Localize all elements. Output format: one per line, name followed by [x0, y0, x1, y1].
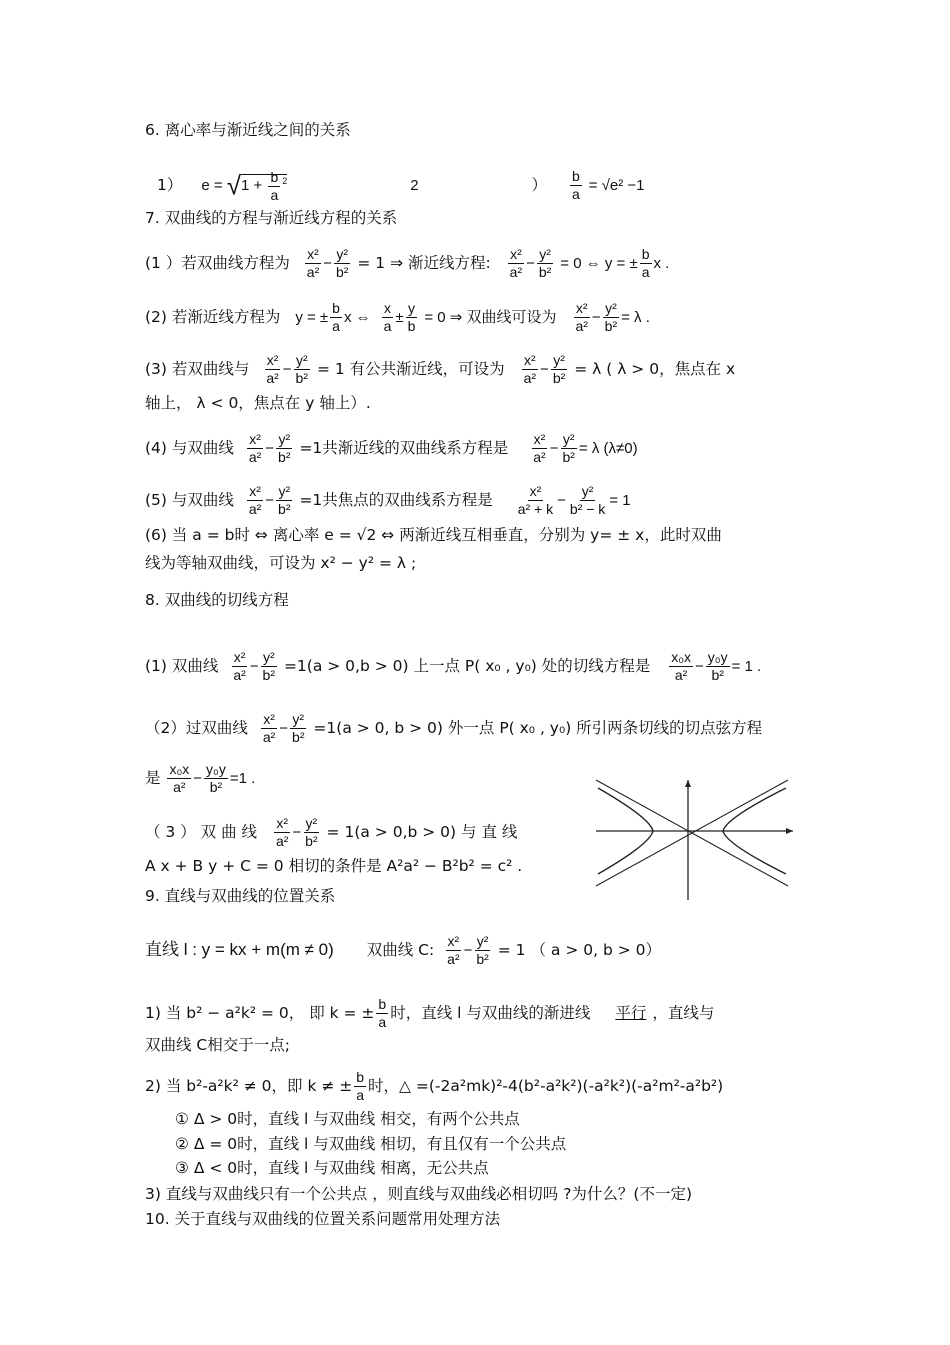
- frac-y2-b2: $\frac{\text{y²}}{\text{b²}}$: [278, 431, 291, 465]
- frac-y2-b2: $\frac{\text{y²}}{\text{b²}}$: [336, 246, 349, 280]
- text: 2) 当 b²-a²k² ≠ 0，即 k ≠ ±: [145, 1077, 353, 1095]
- minus: −: [557, 492, 566, 509]
- y-axis-arrow: [685, 780, 691, 787]
- text: = 1 有公共渐近线，可设为: [316, 360, 505, 378]
- frac-x0x-a2: $\frac{\text{x₀x}}{\text{a²}}$: [671, 649, 692, 683]
- frac-x2-a2: $\frac{\text{x²}}{\text{a²}}$: [447, 933, 460, 967]
- eccentricity-formula-2: = √e² −1: [588, 177, 645, 194]
- fraction-b-a: $\frac{b}{a}$: [270, 168, 279, 203]
- minus: −: [526, 255, 535, 272]
- s7-item-4: [145, 431, 638, 466]
- frac-x2-a2: $\frac{\text{x²}}{\text{a²}}$: [509, 246, 523, 280]
- text: = 0 ⇔ y = ±: [560, 255, 638, 272]
- formula-e: e =: [201, 177, 227, 194]
- frac-x2-a2: $\frac{\text{x²}}{\text{a²}}$: [275, 815, 289, 849]
- frac-y2-b2: $\frac{\text{y²}}{\text{b²}}$: [552, 352, 566, 386]
- s9-delta-case-2: ② Δ = 0时，直线 l 与双曲线 相切，有且仅有一个公共点: [175, 1135, 567, 1153]
- s9-definitions: [145, 933, 661, 968]
- text: =1(a > 0, b > 0) 外一点 P( x₀ , y₀) 所引两条切线的切点弦方程: [313, 719, 763, 737]
- section-6-title: 6. 离心率与渐近线之间的关系: [145, 121, 351, 139]
- item-paren: ）: [531, 176, 548, 194]
- text: (3) 若双曲线与: [145, 360, 250, 378]
- frac-b-a: $\frac{b}{a}$: [641, 246, 650, 280]
- sqrt-term: 1 +: [241, 177, 267, 194]
- text: =1(a > 0,b > 0) 上一点 P( x₀ , y₀) 处的切线方程是: [283, 657, 651, 675]
- minus: −: [193, 770, 203, 787]
- minus: −: [549, 440, 559, 457]
- text: 是: [145, 769, 161, 787]
- s9-case-1: [145, 996, 714, 1031]
- minus: −: [463, 942, 473, 959]
- text: 时，△ =(-2a²mk)²-4(b²-a²k²)(-a²k²)(-a²m²-a²b²): [368, 1077, 724, 1095]
- frac-y2-b2: $\frac{\text{y²}}{\text{b²}}$: [538, 246, 552, 280]
- text: (5) 与双曲线: [145, 491, 234, 509]
- s8-item-3: [145, 815, 517, 850]
- frac-x2-a2: $\frac{\text{x²}}{\text{a²}}$: [248, 431, 262, 465]
- sqrt-content: [241, 168, 288, 203]
- s7-item-3-line2: 轴上， λ < 0，焦点在 y 轴上）.: [145, 394, 371, 412]
- s9-delta-case-1: ① Δ > 0时，直线 l 与双曲线 相交，有两个公共点: [175, 1110, 520, 1128]
- s9-delta-case-3: ③ Δ < 0时，直线 l 与双曲线 相离，无公共点: [175, 1159, 489, 1177]
- text: = 1: [609, 492, 631, 509]
- text: (2) 若渐近线方程为: [145, 308, 281, 326]
- answer-parallel: 平行: [615, 1004, 647, 1022]
- minus: −: [265, 492, 275, 509]
- minus: −: [265, 440, 275, 457]
- frac-y2-b2: $\frac{\text{y²}}{\text{b²}}$: [604, 300, 618, 334]
- sqrt-sign: √: [226, 170, 242, 201]
- text: (1 ）若双曲线方程为: [145, 254, 290, 272]
- x-axis-arrow: [786, 828, 793, 834]
- section-10-title: 10. 关于直线与双曲线的位置关系问题常用处理方法: [145, 1210, 501, 1228]
- plus-minus: ±: [395, 309, 404, 326]
- frac-x2-a2: $\frac{\text{x²}}{\text{a²}}$: [248, 483, 262, 517]
- text: (4) 与双曲线: [145, 439, 234, 457]
- frac-y2-b2: $\frac{\text{y²}}{\text{b²}}$: [295, 352, 308, 386]
- frac-y2-b2k: $\frac{\text{y²}}{\text{b² − k}}$: [569, 483, 606, 517]
- text: = 1 .: [731, 658, 762, 675]
- frac-y2-b2: $\frac{\text{y²}}{\text{b²}}$: [262, 649, 275, 683]
- frac-y2-b2: $\frac{\text{y²}}{\text{b²}}$: [278, 483, 291, 517]
- fraction-b-a-2: $\frac{b}{a}$: [571, 168, 580, 202]
- text: = 1(a > 0,b > 0) 与 直 线: [326, 823, 518, 841]
- minus: −: [282, 361, 292, 378]
- minus: −: [540, 361, 549, 378]
- s9-case-2: [145, 1069, 723, 1104]
- s9-case-1-line2: 双曲线 C相交于一点;: [145, 1036, 290, 1054]
- section-8-title: 8. 双曲线的切线方程: [145, 591, 289, 609]
- text: = λ (λ≠0): [578, 440, 638, 457]
- text: （2）过双曲线: [145, 719, 248, 737]
- frac-y2-b2: $\frac{\text{y²}}{\text{b²}}$: [292, 711, 305, 745]
- frac-x-a: $\frac{x}{a}$: [383, 300, 392, 334]
- frac-b-a: $\frac{b}{a}$: [356, 1069, 365, 1103]
- minus: −: [591, 309, 601, 326]
- text: =1共渐近线的双曲线系方程是: [299, 439, 509, 457]
- frac-x2-a2: $\frac{\text{x²}}{\text{a²}}$: [262, 711, 276, 745]
- text: = 1 ⇒ 渐近线方程:: [357, 254, 491, 272]
- text: (1) 双曲线: [145, 657, 219, 675]
- frac-y0y-b2: $\frac{\text{y₀y}}{\text{b²}}$: [707, 649, 728, 683]
- minus: −: [249, 658, 259, 675]
- frac-x2-a2: $\frac{\text{x²}}{\text{a²}}$: [306, 246, 320, 280]
- curve-condition: = 1 （ a > 0, b > 0）: [497, 941, 661, 959]
- text: =1共焦点的双曲线系方程是: [299, 491, 493, 509]
- text: （ 3 ） 双 曲 线: [145, 823, 257, 841]
- s7-item-2: [145, 300, 650, 335]
- frac-y2-b2: $\frac{\text{y²}}{\text{b²}}$: [305, 815, 318, 849]
- frac-b-a: $\frac{b}{a}$: [332, 300, 340, 334]
- text: ，直线与: [652, 1004, 715, 1022]
- frac-y2-b2: $\frac{\text{y²}}{\text{b²}}$: [476, 933, 489, 967]
- text: 时，直线 l 与双曲线的渐进线: [390, 1004, 591, 1022]
- s8-item-1: [145, 649, 761, 684]
- s7-item-1: [145, 246, 669, 281]
- text: x ⇔: [343, 309, 371, 326]
- frac-y0y-b2: $\frac{\text{y₀y}}{\text{b²}}$: [206, 761, 226, 795]
- minus: −: [323, 255, 332, 272]
- frac-x0x-a2: $\frac{\text{x₀x}}{\text{a²}}$: [169, 761, 190, 795]
- frac-x2-a2: $\frac{\text{x²}}{\text{a²}}$: [233, 649, 246, 683]
- s7-item-6-line2: 线为等轴双曲线，可设为 x² − y² = λ ;: [145, 554, 417, 572]
- text: y = ±: [295, 309, 329, 326]
- minus: −: [695, 658, 704, 675]
- curve-definition: 双曲线 C:: [366, 941, 435, 959]
- frac-x2-a2: $\frac{\text{x²}}{\text{a²}}$: [523, 352, 537, 386]
- exponent: 2: [282, 176, 288, 186]
- s9-question-3: 3) 直线与双曲线只有一个公共点 ，则直线与双曲线必相切吗 ?为什么？(不一定): [145, 1185, 693, 1203]
- text: 1) 当 b² − a²k² = 0， 即 k = ±: [145, 1004, 375, 1022]
- frac-x2-a2: $\frac{\text{x²}}{\text{a²}}$: [266, 352, 279, 386]
- text: = λ .: [621, 309, 650, 326]
- item-number: 1）: [157, 176, 183, 194]
- frac-x2-a2: $\frac{\text{x²}}{\text{a²}}$: [533, 431, 546, 465]
- frac-x2-a2: $\frac{\text{x²}}{\text{a²}}$: [575, 300, 588, 334]
- s8-item-2-line2: [145, 761, 255, 796]
- eccentricity-formula-1: [145, 168, 644, 204]
- frac-y-b: $\frac{y}{b}$: [407, 300, 416, 334]
- minus: −: [279, 720, 289, 737]
- s7-item-5: [145, 483, 631, 518]
- s8-item-3-line2: A x + B y + C = 0 相切的条件是 A²a² − B²b² = c² .: [145, 857, 523, 875]
- item-number-2: 2: [410, 177, 419, 194]
- minus: −: [292, 824, 302, 841]
- text: = 0 ⇒ 双曲线可设为: [424, 309, 557, 326]
- frac-y2-b2: $\frac{\text{y²}}{\text{b²}}$: [562, 431, 575, 465]
- section-9-title: 9. 直线与双曲线的位置关系: [145, 887, 336, 905]
- s8-item-2: [145, 711, 762, 746]
- text: = λ ( λ > 0，焦点在 x: [574, 360, 736, 378]
- text: =1 .: [229, 770, 256, 787]
- text: x .: [653, 255, 670, 272]
- frac-x2-a2k: $\frac{\text{x²}}{\text{a² + k}}$: [517, 483, 554, 517]
- hyperbola-figure: [588, 778, 798, 903]
- s7-item-6-line1: (6) 当 a = b时 ⇔ 离心率 e = √2 ⇔ 两渐近线互相垂直，分别为 y= ± x，此时双曲: [145, 526, 722, 544]
- s7-item-3: [145, 352, 735, 387]
- section-7-title: 7. 双曲线的方程与渐近线方程的关系: [145, 209, 398, 227]
- line-definition: 直线 l : y = kx + m(m ≠ 0): [145, 940, 334, 959]
- frac-b-a: $\frac{b}{a}$: [378, 996, 387, 1030]
